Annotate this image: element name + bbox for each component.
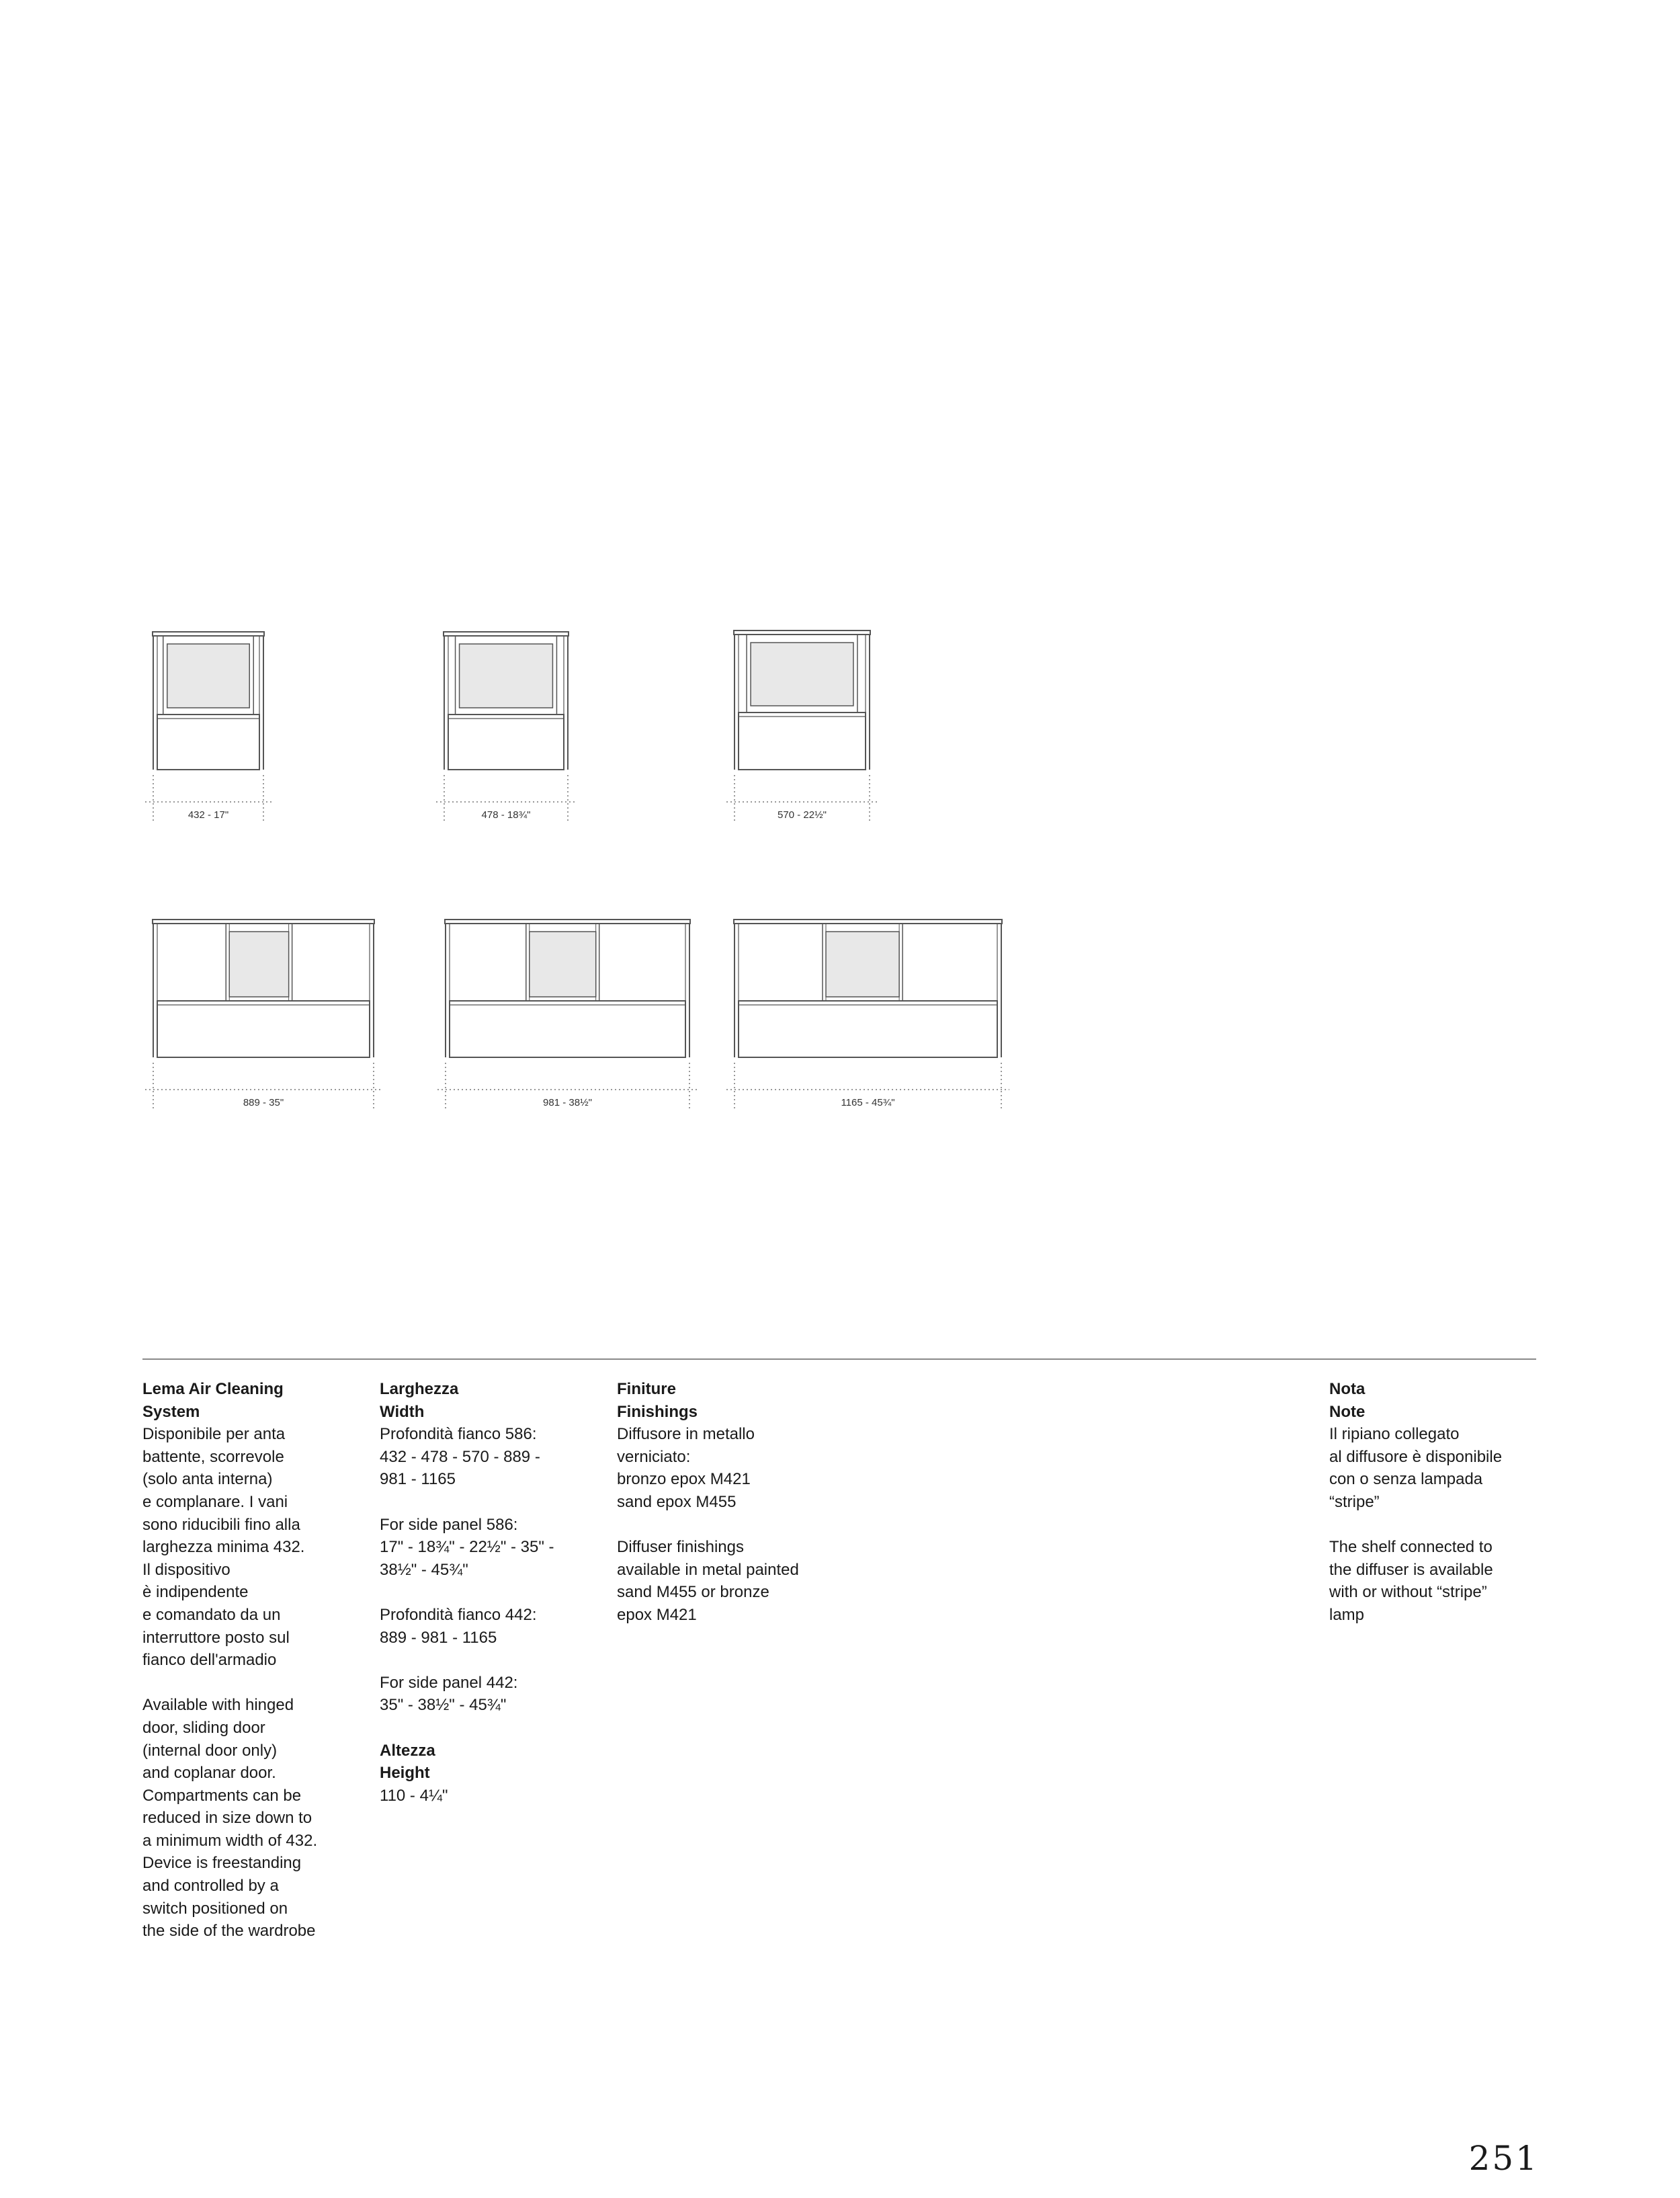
- drawer-unit: [157, 715, 259, 770]
- col-finishings: [617, 1378, 859, 1627]
- air-diffuser: [229, 932, 288, 997]
- cabinet-elevation: [437, 920, 698, 1111]
- col-note: [1329, 1378, 1544, 1627]
- top-panel: [445, 920, 690, 924]
- air-diffuser: [826, 932, 899, 997]
- col3-para-1: Diffusore in metallo verniciato: bronzo epox M421 sand epox M455: [617, 1425, 755, 1511]
- col1-english-text: Available with hinged door, sliding door (internal door only) and coplanar door. Compartments can be reduced in size down to a minimum width of 432. Device is freestanding and controlled by a switch positioned on the side of the wardrobe: [142, 1696, 318, 1941]
- dimension-label: 1165 - 45¾": [841, 1097, 895, 1108]
- air-diffuser: [751, 643, 853, 706]
- dimension-label: 432 - 17": [187, 809, 229, 821]
- col1-heading: Lema Air Cleaning System: [142, 1380, 284, 1421]
- cabinet-elevation: [726, 920, 1009, 1111]
- cabinet-elevation: [436, 632, 576, 823]
- dimension-label: 889 - 35": [243, 1097, 284, 1108]
- air-diffuser: [167, 644, 249, 708]
- col4-para-2: The shelf connected to the diffuser is available with or without “stripe” lamp: [1329, 1538, 1493, 1624]
- air-diffuser: [530, 932, 596, 997]
- top-panel: [734, 920, 1002, 924]
- dimension-label: 981 - 38½": [543, 1097, 592, 1108]
- col2-para-4: For side panel 442: 35" - 38½" - 45¾": [380, 1673, 518, 1715]
- col2-para-3: Profondità fianco 442: 889 - 981 - 1165: [380, 1605, 537, 1647]
- col2-para-1: Profondità fianco 586: 432 - 478 - 570 - 889 - 981 - 1165: [380, 1425, 540, 1489]
- col-lema-air-cleaning: [142, 1378, 364, 1943]
- drawer-unit: [739, 1001, 997, 1057]
- cabinet-elevation: [145, 632, 271, 823]
- col2-heading: Larghezza Width: [380, 1380, 459, 1421]
- col2-para-5: 110 - 4¼": [380, 1786, 448, 1805]
- drawer-unit: [448, 715, 564, 770]
- col-width: [380, 1378, 608, 1807]
- air-diffuser: [460, 644, 553, 708]
- drawer-unit: [739, 713, 866, 770]
- cabinet-elevation: [726, 630, 878, 823]
- top-panel: [153, 632, 264, 636]
- section-divider: [142, 1358, 1536, 1360]
- page-number: 251: [1468, 2139, 1539, 2178]
- cabinet-elevation: [145, 920, 382, 1111]
- dimension-label: 478 - 18¾": [481, 809, 531, 821]
- top-panel: [153, 920, 374, 924]
- col1-italian-text: Disponibile per anta battente, scorrevole (solo anta interna) e complanare. I vani sono riducibili fino alla larghezza minima 432. Il dispositivo è indipendente e comandato da un interruttore posto sul fianco dell'armadio: [142, 1425, 305, 1670]
- col3-heading: Finiture Finishings: [617, 1380, 698, 1421]
- dimension-label: 570 - 22½": [778, 809, 827, 821]
- top-panel: [734, 630, 870, 635]
- col4-para-1: Il ripiano collegato al diffusore è disponibile con o senza lampada “stripe”: [1329, 1425, 1503, 1511]
- col2-heading-height: Altezza Height: [380, 1741, 435, 1783]
- col4-heading: Nota Note: [1329, 1380, 1366, 1421]
- top-panel: [444, 632, 569, 636]
- drawer-unit: [450, 1001, 685, 1057]
- col2-para-2: For side panel 586: 17" - 18¾" - 22½" - 35" - 38½" - 45¾": [380, 1515, 554, 1579]
- col3-para-2: Diffuser finishings available in metal painted sand M455 or bronze epox M421: [617, 1538, 799, 1624]
- drawer-unit: [157, 1001, 370, 1057]
